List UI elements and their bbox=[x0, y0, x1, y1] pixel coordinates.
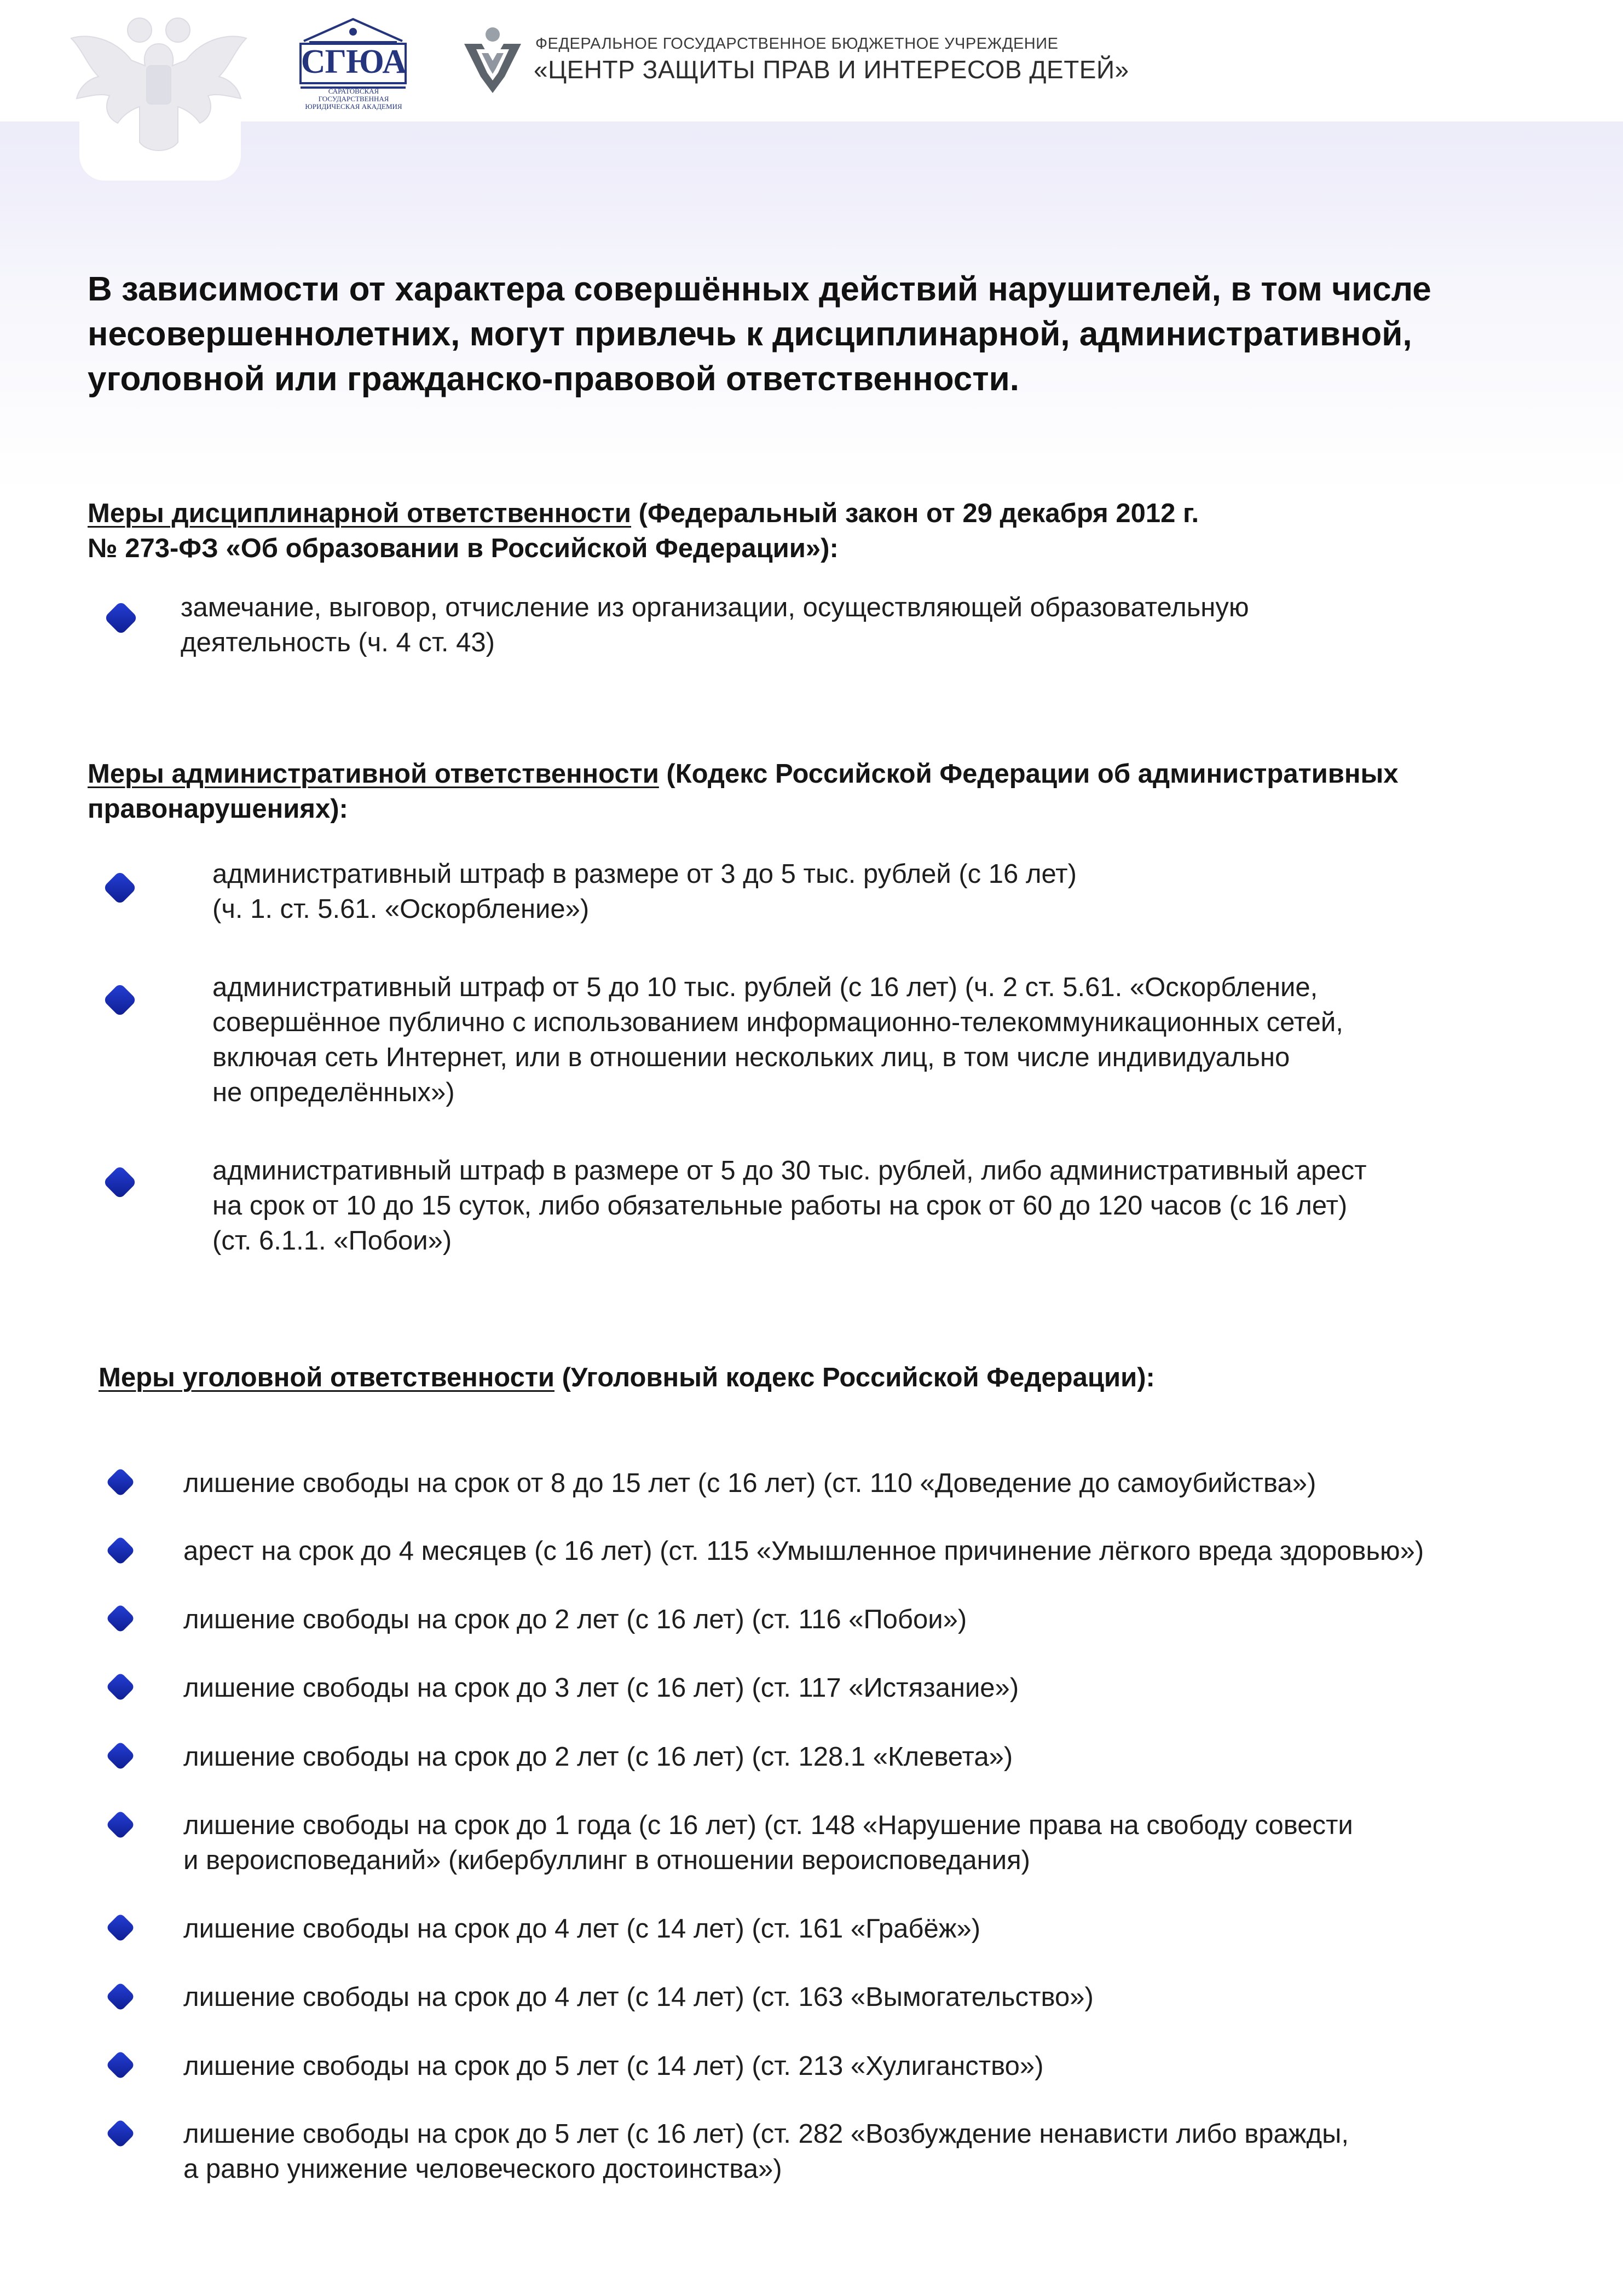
list-item: административный штраф в размере от 3 до 5 тыс. рублей (с 16 лет) (ч. 1. ст. 5.61. «Оскорбление») bbox=[212, 859, 1077, 924]
disciplinary-source: (Федеральный закон от 29 декабря 2012 г. bbox=[631, 499, 1199, 528]
list-item: замечание, выговор, отчисление из организации, осуществляющей образовательную деятельность (ч. 4 ст. 43) bbox=[181, 593, 1249, 657]
diamond-bullet-icon bbox=[100, 1162, 140, 1202]
diamond-bullet-icon bbox=[103, 2048, 138, 2083]
diamond-bullet-icon bbox=[103, 1601, 138, 1636]
diamond-bullet-icon bbox=[103, 1807, 138, 1842]
sgua-logo-subtitle: САРАТОВСКАЯ ГОСУДАРСТВЕННАЯ ЮРИДИЧЕСКАЯ АКАДЕМИЯ bbox=[305, 87, 402, 111]
intro-line: несовершеннолетних, могут привлечь к дисциплинарной, административной, bbox=[88, 315, 1412, 353]
criminal-heading bbox=[99, 1360, 1522, 1395]
criminal-source: (Уголовный кодекс Российской Федерации): bbox=[554, 1363, 1155, 1392]
list-item: лишение свободы на срок до 2 лет (с 16 лет) (ст. 116 «Побои») bbox=[183, 1605, 967, 1634]
list-item: лишение свободы на срок до 2 лет (с 16 лет) (ст. 128.1 «Клевета») bbox=[183, 1742, 1013, 1772]
administrative-source: (Кодекс Российской Федерации об административных bbox=[659, 759, 1399, 789]
administrative-source-line2: правонарушениях): bbox=[88, 794, 348, 824]
diamond-bullet-icon bbox=[103, 1669, 138, 1704]
center-logo-icon bbox=[460, 25, 525, 96]
diamond-bullet-icon bbox=[100, 867, 140, 908]
list-item: арест на срок до 4 месяцев (с 16 лет) (ст. 115 «Умышленное причинение лёгкого вреда здоровью») bbox=[183, 1536, 1424, 1566]
list-item: административный штраф от 5 до 10 тыс. рублей (с 16 лет) (ч. 2 ст. 5.61. «Оскорбление, совершённое публично с использованием информационно-телекоммуникационных сетей, включая сеть Интернет, или в отношении нескольких лиц, в том числе индивидуально не определённых») bbox=[212, 973, 1343, 1107]
org-type: ФЕДЕРАЛЬНОЕ ГОСУДАРСТВЕННОЕ БЮДЖЕТНОЕ УЧРЕЖДЕНИЕ bbox=[535, 35, 1059, 53]
intro-line: уголовной или гражданско-правовой ответственности. bbox=[88, 360, 1019, 398]
list-item: лишение свободы на срок до 5 лет (с 14 лет) (ст. 213 «Хулиганство») bbox=[183, 2051, 1044, 2081]
administrative-heading bbox=[88, 756, 1566, 826]
disciplinary-title: Меры дисциплинарной ответственности bbox=[88, 499, 632, 528]
criminal-title: Меры уголовной ответственности bbox=[99, 1363, 555, 1392]
administrative-title: Меры административной ответственности bbox=[88, 759, 659, 789]
intro-text bbox=[88, 267, 1566, 402]
eagle-emblem-icon bbox=[66, 5, 252, 164]
list-item: административный штраф в размере от 5 до 30 тыс. рублей, либо административный арест на срок от 10 до 15 суток, либо обязательные работы на срок от 60 до 120 часов (с 16 лет) (ст. 6.1.1. «Побои») bbox=[212, 1156, 1367, 1256]
diamond-bullet-icon bbox=[103, 1738, 138, 1773]
org-name: «ЦЕНТР ЗАЩИТЫ ПРАВ И ИНТЕРЕСОВ ДЕТЕЙ» bbox=[534, 55, 1129, 84]
diamond-bullet-icon bbox=[101, 598, 141, 638]
intro-line: В зависимости от характера совершённых действий нарушителей, в том числе bbox=[88, 270, 1431, 308]
list-item: лишение свободы на срок до 4 лет (с 14 лет) (ст. 161 «Грабёж») bbox=[183, 1914, 981, 1944]
sgua-logo-name: СГЮА bbox=[301, 43, 407, 80]
diamond-bullet-icon bbox=[103, 1979, 138, 2014]
diamond-bullet-icon bbox=[100, 980, 140, 1020]
diamond-bullet-icon bbox=[103, 1910, 138, 1945]
diamond-bullet-icon bbox=[103, 1533, 138, 1568]
diamond-bullet-icon bbox=[103, 1465, 138, 1500]
list-item: лишение свободы на срок до 4 лет (с 14 лет) (ст. 163 «Вымогательство») bbox=[183, 1982, 1094, 2012]
list-item: лишение свободы на срок до 1 года (с 16 лет) (ст. 148 «Нарушение права на свободу совести и вероисповеданий» (кибербуллинг в отношении вероисповедания) bbox=[183, 1811, 1353, 1875]
disciplinary-source-line2: № 273-ФЗ «Об образовании в Российской Федерации»): bbox=[88, 534, 839, 563]
diamond-bullet-icon bbox=[103, 2116, 138, 2151]
list-item: лишение свободы на срок от 8 до 15 лет (с 16 лет) (ст. 110 «Доведение до самоубийства») bbox=[183, 1468, 1316, 1498]
disciplinary-heading bbox=[88, 496, 1511, 566]
list-item: лишение свободы на срок до 3 лет (с 16 лет) (ст. 117 «Истязание») bbox=[183, 1673, 1019, 1703]
list-item: лишение свободы на срок до 5 лет (с 16 лет) (ст. 282 «Возбуждение ненависти либо вражды, а равно унижение человеческого достоинства») bbox=[183, 2119, 1349, 2184]
